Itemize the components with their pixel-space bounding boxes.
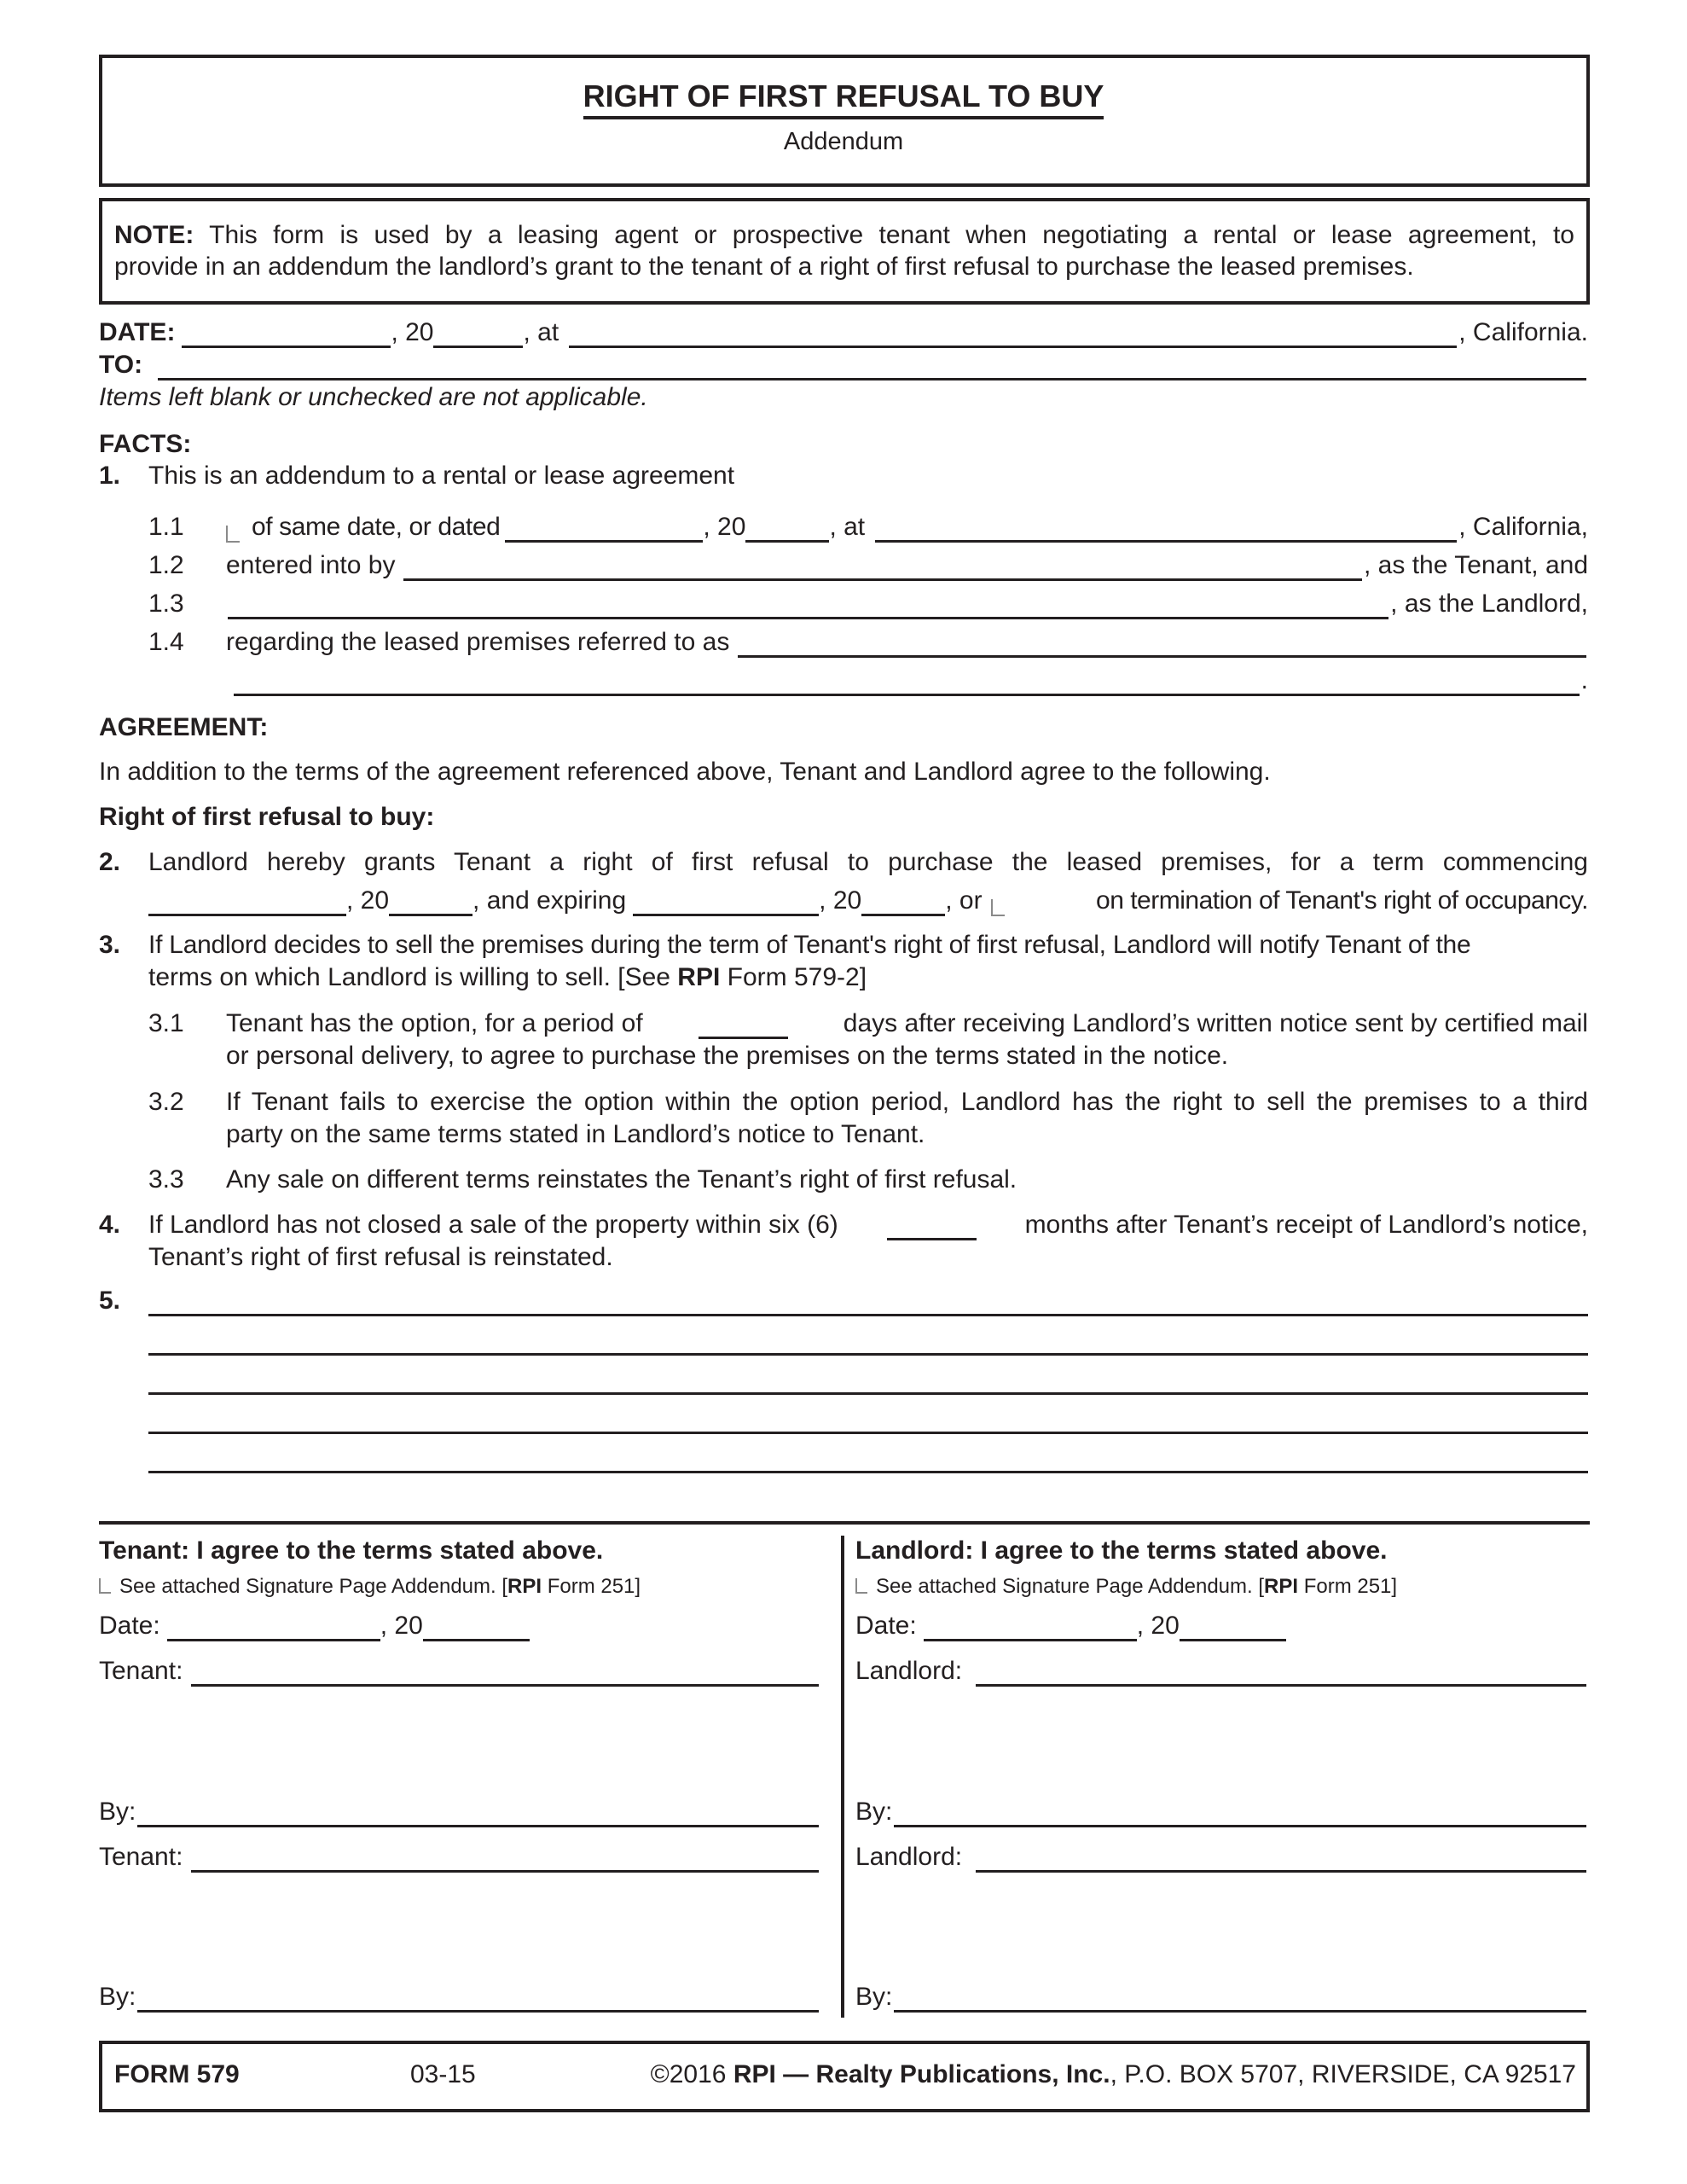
item-3-line-2: terms on which Landlord is willing to sell. [See RPI Form 579-2] (148, 963, 867, 991)
item-2-dates: , 20 , and expiring , 20 , or (148, 886, 1017, 916)
tenant-agree-heading: Tenant: I agree to the terms stated above. (99, 1536, 604, 1565)
form-number: FORM 579 (114, 2060, 240, 2088)
landlord-signature-page-checkbox[interactable] (855, 1578, 867, 1594)
form-title: RIGHT OF FIRST REFUSAL TO BUY (0, 78, 1687, 119)
note-label: NOTE: (114, 221, 194, 249)
item-1-number: 1. (99, 462, 121, 490)
item-2-number: 2. (99, 848, 121, 876)
to-field[interactable] (158, 357, 1586, 380)
date-month-day-field[interactable] (182, 323, 391, 348)
fact-1-2: 1.2 entered into by , as the Tenant, and (148, 551, 1588, 579)
term-end-year-field[interactable] (861, 892, 945, 916)
agreement-heading: AGREEMENT: (99, 713, 269, 741)
date-row: DATE: , 20 , at , California. (99, 318, 1588, 346)
item-5-line-4[interactable] (148, 1432, 1588, 1434)
item-3-2-line-2: party on the same terms stated in Landlord’s notice to Tenant. (226, 1120, 925, 1148)
item-3-2-number: 3.2 (148, 1088, 184, 1116)
termination-checkbox[interactable] (991, 899, 1005, 916)
term-start-year-field[interactable] (389, 892, 472, 916)
tenant-date-field[interactable] (167, 1617, 380, 1641)
title-box (99, 55, 1590, 187)
landlord-signature-page-option: See attached Signature Page Addendum. [RPI Form 251] (855, 1574, 1397, 1600)
date-label: DATE: (99, 318, 176, 346)
tenant-2-signature-field[interactable] (137, 1989, 819, 2013)
note-line-1: NOTE: This form is used by a leasing agent or prospective tenant when negotiating a rental or lease agreement, to (114, 221, 1574, 249)
same-date-checkbox[interactable] (226, 526, 240, 543)
reinstatement-period-field[interactable] (887, 1216, 977, 1240)
landlord-date-row: Date: , 20 (855, 1611, 1286, 1641)
tenant-2-name-field[interactable] (191, 1850, 819, 1873)
tenant-1-signature-field[interactable] (137, 1804, 819, 1827)
item-3-line-1: If Landlord decides to sell the premises during the term of Tenant's right of first refusal, Landlord will notify Tenant of the (148, 931, 1471, 959)
tenant-name-field[interactable] (403, 558, 1362, 581)
landlord-2-name-field[interactable] (976, 1850, 1586, 1873)
term-end-date-field[interactable] (633, 892, 819, 916)
landlord-name-field[interactable] (228, 596, 1388, 619)
tenant-by-row-1: By: (99, 1797, 820, 1827)
premises-field-line-2[interactable] (234, 673, 1580, 696)
tenant-name-row-2: Tenant: (99, 1842, 820, 1873)
item-4-line-1: If Landlord has not closed a sale of the property within six (6) months after Tenant’s receipt of Landlord’s notice, (148, 1211, 1588, 1239)
tenant-by-row-2: By: (99, 1982, 820, 2013)
tenant-date-row: Date: , 20 (99, 1611, 530, 1641)
fact-1-4: 1.4 regarding the leased premises referred to as (148, 627, 1588, 658)
disclaimer: Items left blank or unchecked are not applicable. (99, 383, 648, 411)
premises-field-line-1[interactable] (738, 635, 1586, 658)
item-3-number: 3. (99, 931, 121, 959)
note-line-2: provide in an addendum the landlord’s grant to the tenant of a right of first refusal to purchase the leased premises. (114, 253, 1414, 281)
item-3-2-line-1: If Tenant fails to exercise the option within the option period, Landlord has the right to sell the premises to a third (226, 1088, 1588, 1116)
date-year-field[interactable] (433, 323, 523, 348)
item-5-number: 5. (99, 1287, 121, 1315)
fact-1-1: 1.1 of same date, or dated , 20 , at , California, (148, 513, 1588, 541)
landlord-name-row-1: Landlord: (855, 1656, 1588, 1687)
item-3-1-number: 3.1 (148, 1009, 184, 1037)
landlord-name-row-2: Landlord: (855, 1842, 1588, 1873)
signature-divider (841, 1536, 844, 2018)
tenant-1-name-field[interactable] (191, 1664, 819, 1687)
item-5-line-5[interactable] (148, 1471, 1588, 1473)
agreement-year-field[interactable] (745, 518, 829, 543)
item-5-line-3[interactable] (148, 1392, 1588, 1395)
landlord-2-signature-field[interactable] (894, 1989, 1586, 2013)
right-of-first-refusal-heading: Right of first refusal to buy: (99, 803, 435, 831)
landlord-by-row-2: By: (855, 1982, 1588, 2013)
landlord-1-name-field[interactable] (976, 1664, 1586, 1687)
facts-heading: FACTS: (99, 430, 192, 458)
item-3-1-line-1: Tenant has the option, for a period of days after receiving Landlord’s written notice sent by certified mail (226, 1009, 1588, 1037)
item-2-line-1: Landlord hereby grants Tenant a right of first refusal to purchase the leased premises, for a term commencing (148, 848, 1588, 876)
tenant-signature-page-option: See attached Signature Page Addendum. [RPI Form 251] (99, 1574, 641, 1600)
option-period-days-field[interactable] (699, 1014, 788, 1039)
item-3-3-number: 3.3 (148, 1165, 184, 1194)
tenant-name-row-1: Tenant: (99, 1656, 820, 1687)
item-1-text: This is an addendum to a rental or lease agreement (148, 462, 735, 490)
item-3-1-line-2: or personal delivery, to agree to purchase the premises on the terms stated in the notice. (226, 1042, 1229, 1070)
agreement-intro: In addition to the terms of the agreement referenced above, Tenant and Landlord agree to the following. (99, 758, 1271, 786)
agreement-date-field[interactable] (505, 518, 703, 543)
item-3-3-line-1: Any sale on different terms reinstates the Tenant’s right of first refusal. (226, 1165, 1017, 1194)
landlord-agree-heading: Landlord: I agree to the terms stated above. (855, 1536, 1388, 1565)
fact-1-3: 1.3 , as the Landlord, (148, 590, 1588, 618)
landlord-date-field[interactable] (924, 1617, 1137, 1641)
item-2-line-2: , 20 , and expiring , 20 , or on termination of Tenant's right of occupancy. (148, 886, 1588, 916)
to-label: TO: (99, 351, 143, 379)
form-subtitle: Addendum (783, 128, 904, 155)
landlord-1-signature-field[interactable] (894, 1804, 1586, 1827)
date-location-field[interactable] (569, 325, 1457, 348)
signature-top-rule (99, 1521, 1590, 1525)
item-4-line-2: Tenant’s right of first refusal is reinstated. (148, 1243, 613, 1271)
agreement-location-field[interactable] (875, 520, 1457, 543)
landlord-date-year-field[interactable] (1180, 1617, 1286, 1641)
tenant-date-year-field[interactable] (423, 1617, 530, 1641)
form-revision: 03-15 (410, 2060, 476, 2088)
tenant-signature-page-checkbox[interactable] (99, 1578, 111, 1594)
to-row (99, 350, 1588, 380)
item-4-number: 4. (99, 1211, 121, 1239)
item-5-line-2[interactable] (148, 1353, 1588, 1356)
item-5-line-1[interactable] (148, 1314, 1588, 1316)
fact-1-4-cont: . (232, 665, 1588, 696)
term-start-date-field[interactable] (148, 892, 346, 916)
copyright: ©2016 RPI — Realty Publications, Inc., P.O. BOX 5707, RIVERSIDE, CA 92517 (650, 2060, 1576, 2088)
landlord-by-row-1: By: (855, 1797, 1588, 1827)
